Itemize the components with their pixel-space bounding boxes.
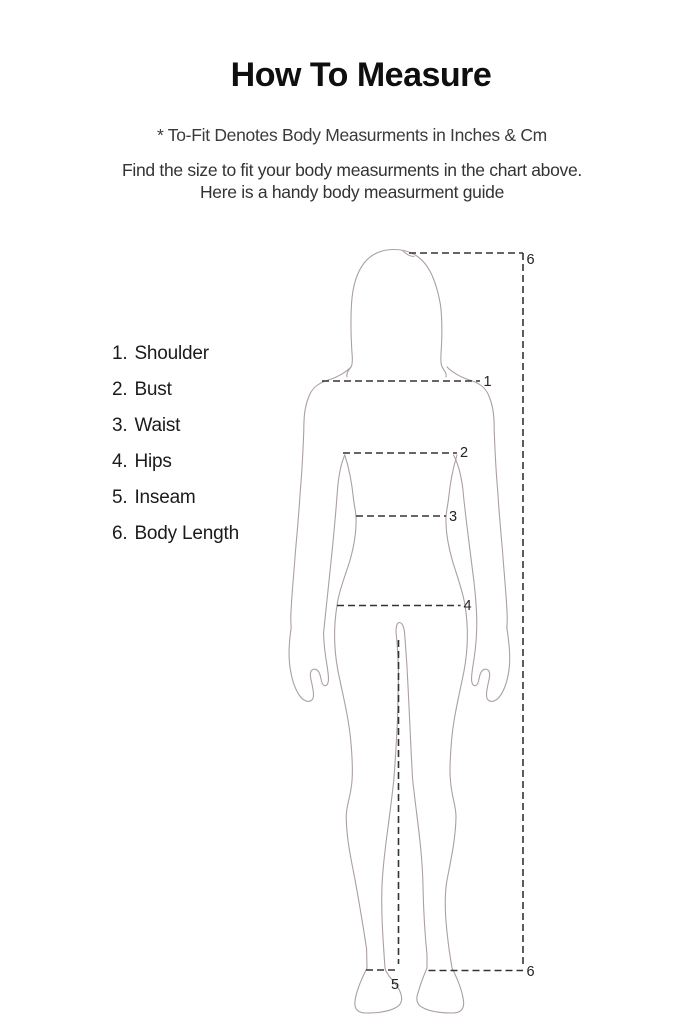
description-line-2: Here is a handy body measurment guide bbox=[199, 181, 505, 202]
figure-labels bbox=[391, 252, 535, 993]
figure-label-inseam: 5 bbox=[391, 977, 400, 993]
figure-label-hips: 4 bbox=[463, 598, 472, 614]
figure-label-bust: 2 bbox=[460, 445, 469, 461]
item-number: 2. bbox=[112, 379, 128, 400]
left-arm-outline bbox=[289, 367, 351, 701]
item-label: Inseam bbox=[134, 487, 196, 508]
figure-label-waist: 3 bbox=[449, 509, 458, 525]
item-label: Shoulder bbox=[134, 343, 209, 364]
item-label: Body Length bbox=[134, 523, 239, 544]
item-number: 6. bbox=[112, 523, 128, 544]
right-arm-outline bbox=[447, 367, 510, 701]
item-number: 3. bbox=[112, 415, 128, 436]
figure-label-body-length-top: 6 bbox=[526, 252, 535, 268]
description-line-1: Find the size to fit your body measurments in the chart above. bbox=[122, 160, 582, 180]
head-outline bbox=[347, 250, 446, 378]
body-outline-drawing bbox=[289, 250, 510, 1014]
page-title: How To Measure bbox=[230, 56, 492, 94]
item-label: Waist bbox=[134, 415, 181, 436]
item-label: Hips bbox=[134, 451, 172, 472]
item-number: 5. bbox=[112, 487, 128, 508]
item-label: Bust bbox=[134, 379, 172, 400]
item-number: 4. bbox=[112, 451, 128, 472]
fit-note: * To-Fit Denotes Body Measurments in Inches & Cm bbox=[157, 125, 547, 145]
figure-label-body-length-bottom: 6 bbox=[526, 964, 535, 980]
figure-label-shoulder: 1 bbox=[483, 374, 492, 390]
item-number: 1. bbox=[112, 343, 128, 364]
torso-legs-outline bbox=[335, 455, 468, 1013]
